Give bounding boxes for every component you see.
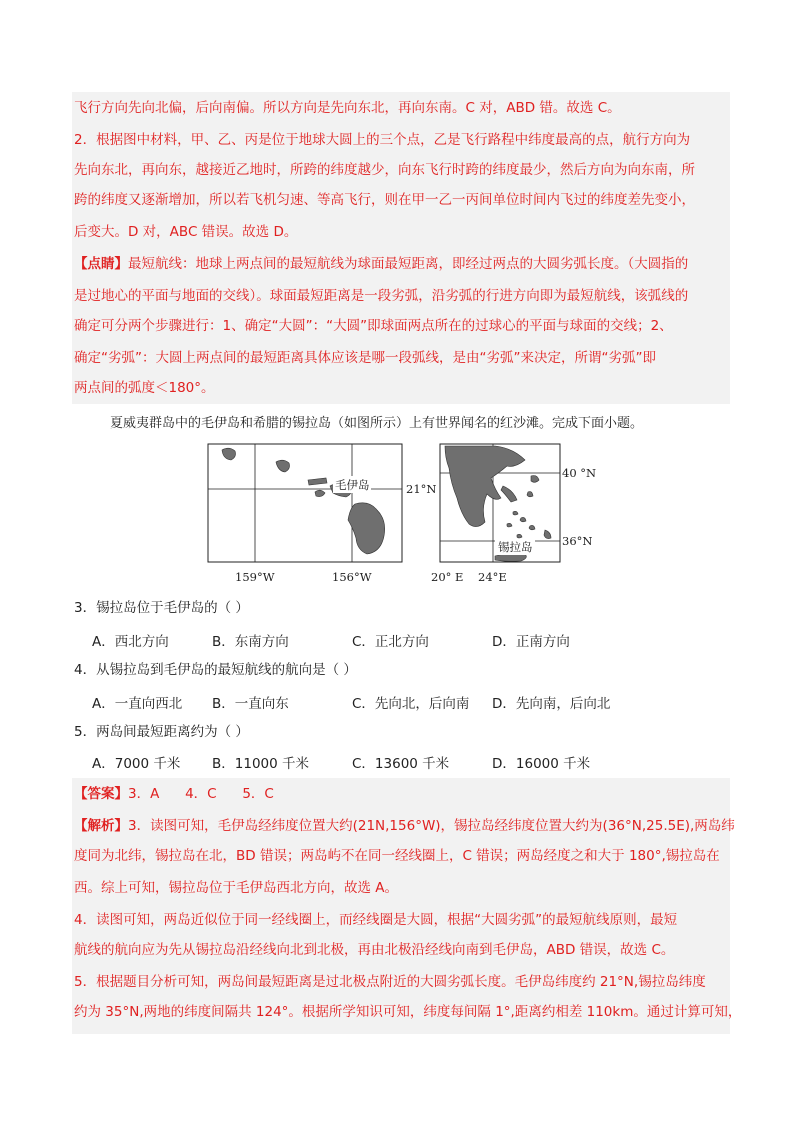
cyclades-island-1 [513,511,518,515]
question-stem: 4．从锡拉岛到毛伊岛的最短航线的航向是（ ） [74,662,357,678]
analysis-line: 约为 35°N,两地的纬度间隔共 124°。根据所学知识可知，纬度每间隔 1°,距离约相差 110km。通过计算可知， [74,1004,742,1020]
option-d[interactable]: D．正南方向 [492,634,570,650]
option-b[interactable]: B．东南方向 [212,634,289,650]
thira-label: 锡拉岛 [498,540,533,554]
tip-label: 【点睛】 [74,256,128,272]
big-island [348,503,385,554]
right-lon-label-20e: 20° E [431,570,464,584]
map-right [431,444,596,584]
option-c[interactable]: C．先向北，后向南 [352,696,470,712]
explanation-line: 飞行方向先向北偏，后向南偏。所以方向是先向东北，再向东南。C 对，ABD 错。故选 C。 [74,100,621,116]
option-b[interactable]: B．一直向东 [212,696,289,712]
right-lat-label-40n: 40 °N [562,466,597,480]
right-lat-label-36n: 36°N [562,534,593,548]
answer-label: 【答案】 [74,786,128,802]
question-stem: 3．锡拉岛位于毛伊岛的（ ） [74,600,249,616]
analysis-line: 西。综上可知，锡拉岛位于毛伊岛西北方向，故选 A。 [74,880,399,896]
analysis-line: 航线的航向应为先从锡拉岛沿经线向北到北极，再由北极沿经线向南到毛伊岛，ABD 错误，故选 C。 [74,942,675,958]
map-left [208,444,436,584]
tip-line: 确定可分两个步骤进行：1、确定“大圆”：“大圆”即球面两点所在的过球心的平面与球面的交线；2、 [74,318,673,334]
question-intro: 夏威夷群岛中的毛伊岛和希腊的锡拉岛（如图所示）上有世界闻名的红沙滩。完成下面小题。 [110,416,644,431]
tip-line: 是过地心的平面与地面的交线）。球面最短距离是一段劣弧，沿劣弧的行进方向即为最短航线，该弧线的 [74,288,689,304]
tip-line: 确定“劣弧”：大圆上两点间的最短距离具体应该是哪一段弧线，是由“劣弧”来决定，所谓“劣弧”即 [74,350,656,366]
option-c[interactable]: C．13600 千米 [352,756,450,772]
analysis-line: 5．根据题目分析可知，两岛间最短距离是过北极点附近的大圆劣弧长度。毛伊岛纬度约 21°N,锡拉岛纬度 [74,974,706,990]
explanation-line: 2．根据图中材料，甲、乙、丙是位于地球大圆上的三个点，乙是飞行路程中纬度最高的点，航行方向为 [74,132,691,148]
analysis-label: 【解析】 [74,818,128,834]
thira-island [517,534,522,538]
question-stem: 5．两岛间最短距离约为（ ） [74,724,249,740]
option-d[interactable]: D．先向南，后向北 [492,696,611,712]
tip-line: 最短航线：地球上两点间的最短航线为球面最短距离，即经过两点的大圆劣弧长度。（大圆指的 [128,256,689,272]
maui-label: 毛伊岛 [335,478,370,492]
analysis-line: 度同为北纬，锡拉岛在北，BD 错误；两岛屿不在同一经线圈上，C 错误；两岛经度之和大于 180°,锡拉岛在 [74,848,720,864]
answer-text: 3．A 4．C 5．C [128,786,274,802]
option-a[interactable]: A．西北方向 [92,634,169,650]
cyclades-island-3 [507,523,512,527]
option-d[interactable]: D．16000 千米 [492,756,591,772]
left-lon-label-159w: 159°W [235,570,275,584]
maps-figure [195,438,615,588]
option-a[interactable]: A．7000 千米 [92,756,181,772]
left-lat-label-21n: 21°N [406,482,437,496]
explanation-line: 先向东北，再向东，越接近乙地时，所跨的纬度越少，向东飞行时跨的纬度最少，然后方向为向东南，所 [74,162,695,178]
molokai-island [308,478,327,485]
tip-line: 两点间的弧度＜180°。 [74,380,215,396]
oahu-island [276,460,290,472]
euboea-island [501,486,517,502]
rhodes-island [544,530,551,539]
option-c[interactable]: C．正北方向 [352,634,429,650]
left-lon-label-156w: 156°W [332,570,372,584]
lanai-island [315,490,325,496]
greece-mainland [445,446,525,527]
analysis-line: 3．读图可知，毛伊岛经纬度位置大约(21N,156°W)，锡拉岛经纬度位置大约为(36°N,25.5E),两岛纬 [128,818,735,834]
right-lon-label-24e: 24°E [478,570,507,584]
option-b[interactable]: B．11000 千米 [212,756,309,772]
cyclades-island-2 [520,517,526,521]
cyclades-island-4 [529,525,535,529]
lesbos-island [531,476,539,483]
kauai-island [222,448,236,460]
explanation-line: 跨的纬度又逐渐增加，所以若飞机匀速、等高飞行，则在甲一乙一丙间单位时间内飞过的纬度差先变小， [74,192,695,208]
chios-island [527,492,533,497]
option-a[interactable]: A．一直向西北 [92,696,183,712]
answer-line [74,784,274,804]
explanation-line: 后变大。D 对，ABC 错误。故选 D。 [74,224,298,240]
analysis-line: 4．读图可知，两岛近似位于同一经线圈上，而经线圈是大圆，根据“大圆劣弧”的最短航线原则，最短 [74,912,678,928]
